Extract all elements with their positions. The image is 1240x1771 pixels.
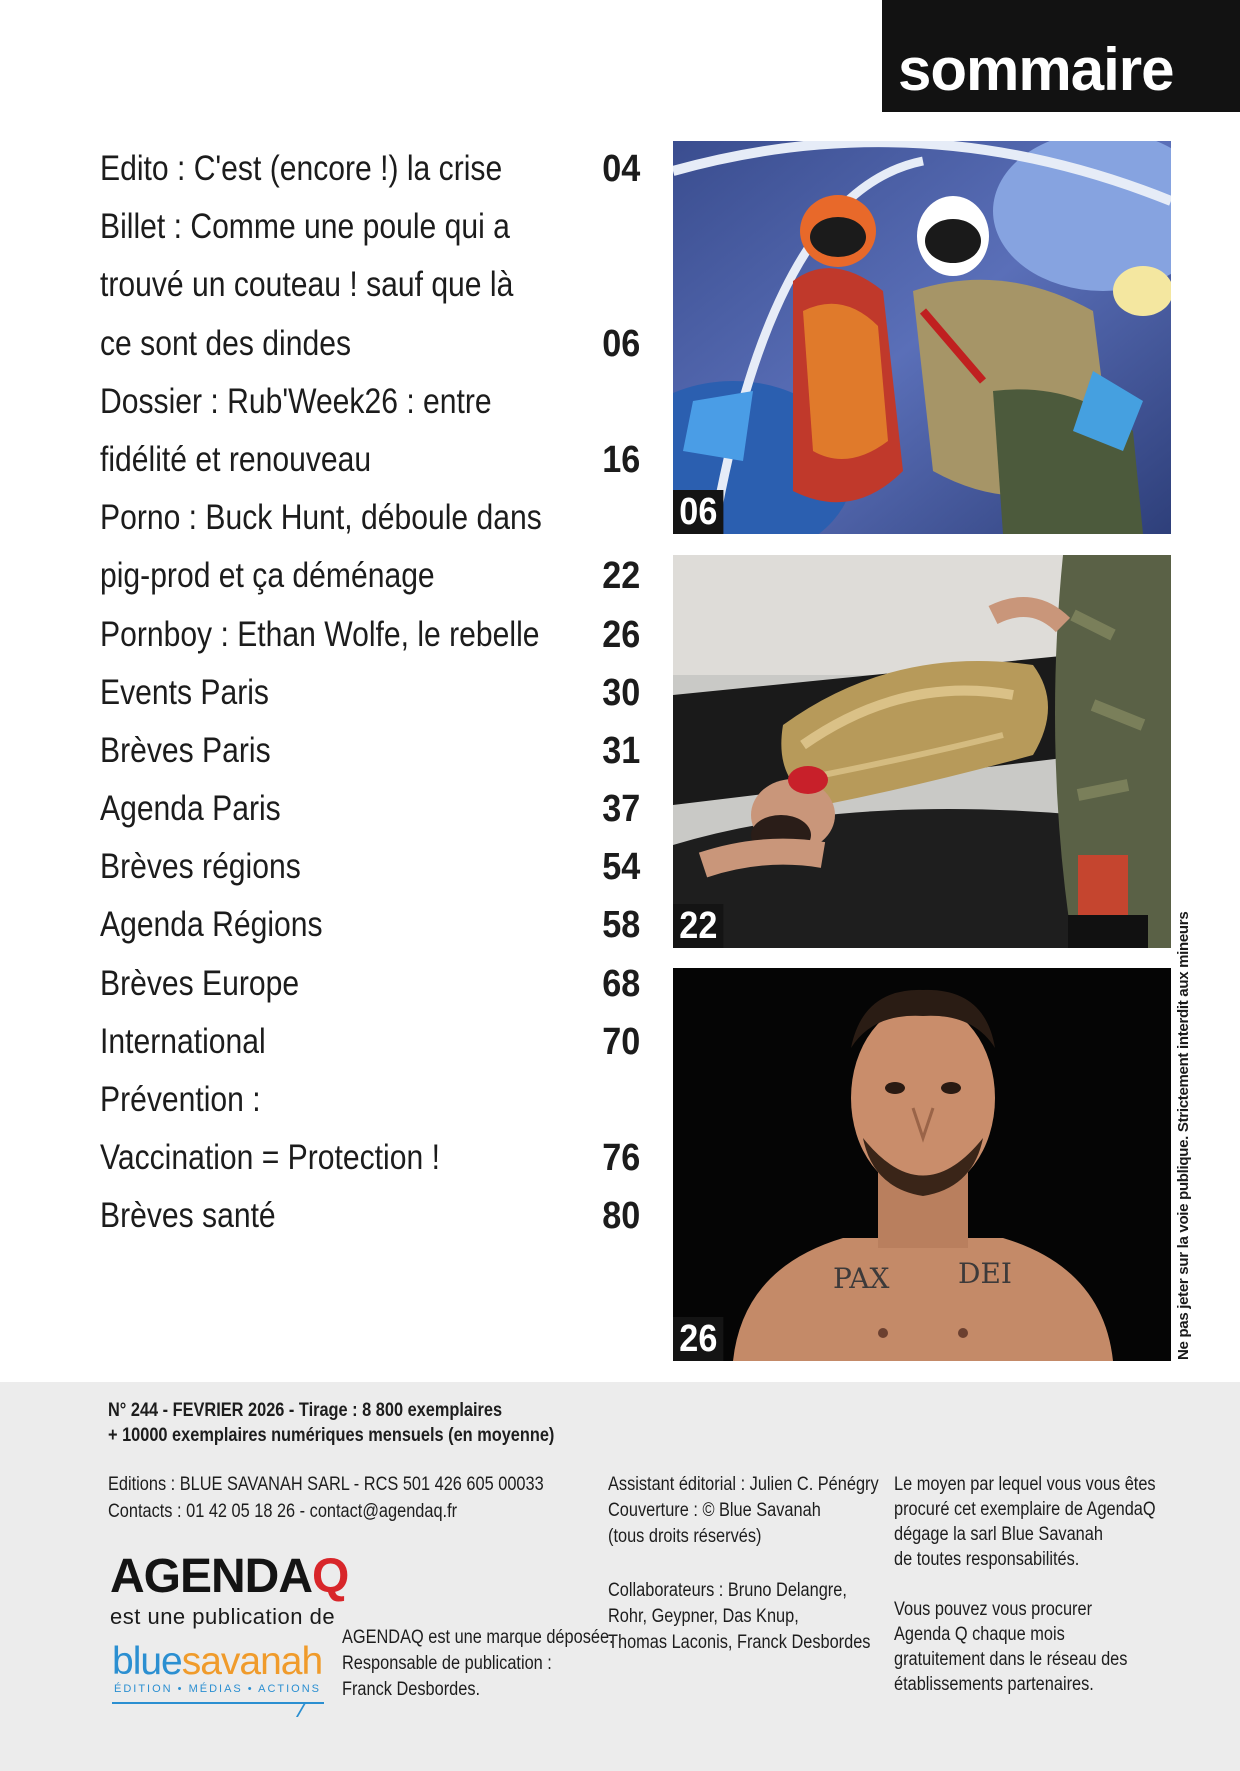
toc-title: Edito : C'est (encore !) la crise [100, 149, 503, 188]
agendaq-logo-text: AGENDA [110, 1550, 313, 1603]
disclaimer-line-1: Le moyen par lequel vous vous êtes [894, 1474, 1156, 1495]
disclaimer-line-3: dégage la sarl Blue Savanah [894, 1524, 1103, 1545]
toc-row[interactable] [100, 838, 650, 896]
toc-title: Brèves santé [100, 1196, 276, 1236]
toc-title: Dossier : Rub'Week26 : entre [100, 381, 492, 421]
toc-row[interactable] [100, 955, 650, 1013]
toc-row[interactable] [100, 1187, 650, 1245]
photo-illustration-portrait [673, 968, 1171, 1361]
toc-row[interactable] [100, 1013, 650, 1071]
agendaq-logo-q: Q [312, 1550, 349, 1603]
toc-page-number: 06 [601, 322, 640, 365]
section-header-tab [882, 0, 1240, 112]
contacts-line: Contacts : 01 42 05 18 26 - contact@agendaq.fr [108, 1501, 458, 1522]
toc-row[interactable] [100, 547, 650, 605]
toc-page-number: 04 [601, 148, 640, 190]
toc-row[interactable] [100, 198, 650, 256]
toc-row[interactable] [100, 664, 650, 722]
toc-title: Agenda Paris [100, 789, 281, 829]
toc-page-number: 80 [601, 1195, 640, 1238]
collaborators-line-1: Collaborateurs : Bruno Delangre, [608, 1580, 847, 1601]
toc-row[interactable] [100, 896, 650, 954]
toc-page-number: 76 [601, 1137, 640, 1180]
toc-title: Brèves Paris [100, 730, 271, 770]
toc-page-number: 26 [601, 613, 640, 656]
photo-page-26[interactable] [673, 968, 1171, 1361]
toc-row[interactable] [100, 373, 650, 431]
toc-title: pig-prod et ça déménage [100, 556, 435, 596]
agendaq-logo [110, 1552, 348, 1602]
assistant-line: Assistant éditorial : Julien C. Pénégry [608, 1474, 879, 1495]
toc-row[interactable] [100, 1071, 650, 1129]
collaborators-line-3: Thomas Laconis, Franck Desbordes [608, 1632, 871, 1653]
trademark-line-2: Responsable de publication : [342, 1653, 552, 1674]
toc-row[interactable] [100, 780, 650, 838]
toc-page-number: 58 [601, 904, 640, 947]
disclaimer-line-4: de toutes responsabilités. [894, 1549, 1080, 1570]
toc-title: Events Paris [100, 672, 269, 712]
toc-title: Pornboy : Ethan Wolfe, le rebelle [100, 614, 540, 654]
toc-row[interactable] [100, 431, 650, 489]
toc-page-number: 54 [601, 846, 640, 889]
toc-row[interactable] [100, 1129, 650, 1187]
photo-illustration-latex [673, 555, 1171, 948]
tattoo-left: PAX [833, 1262, 890, 1295]
toc-page-number: 70 [601, 1020, 640, 1063]
toc-title: Vaccination = Protection ! [100, 1138, 440, 1178]
editions-line: Editions : BLUE SAVANAH SARL - RCS 501 426 605 00033 [108, 1474, 544, 1495]
photo-page-06[interactable] [673, 141, 1171, 534]
legal-side-note: Ne pas jeter sur la voie publique. Strictement interdit aux mineurs [1175, 911, 1192, 1360]
table-of-contents [100, 140, 650, 1246]
toc-title: Brèves régions [100, 847, 301, 887]
issue-line-2: + 10000 exemplaires numériques mensuels (en moyenne) [108, 1425, 555, 1446]
toc-title: Billet : Comme une poule qui a [100, 207, 510, 247]
toc-page-number: 22 [601, 555, 640, 598]
toc-page-number: 16 [601, 438, 640, 481]
tattoo-right: DEI [958, 1257, 1012, 1290]
toc-row[interactable] [100, 315, 650, 373]
disclaimer-line-2: procuré cet exemplaire de AgendaQ [894, 1499, 1156, 1520]
trademark-line-1: AGENDAQ est une marque déposée. [342, 1627, 614, 1648]
toc-row[interactable] [100, 256, 650, 314]
bluesavanah-logo-savanah: savanah [181, 1640, 323, 1683]
issue-line-1: N° 244 - FEVRIER 2026 - Tirage : 8 800 exemplaires [108, 1400, 503, 1421]
toc-row[interactable] [100, 489, 650, 547]
availability-line-3: gratuitement dans le réseau des [894, 1649, 1128, 1670]
toc-row[interactable] [100, 140, 650, 198]
availability-line-1: Vous pouvez vous procurer [894, 1599, 1093, 1620]
photo-page-badge: 06 [673, 490, 724, 534]
trademark-line-3: Franck Desbordes. [342, 1679, 481, 1700]
section-title: sommaire [898, 36, 1174, 103]
photo-illustration-pup-play [673, 141, 1171, 534]
toc-page-number: 68 [601, 962, 640, 1005]
publication-of-label: est une publication de [110, 1604, 336, 1629]
toc-title: fidélité et renouveau [100, 439, 372, 479]
toc-title: Brèves Europe [100, 963, 300, 1003]
toc-row[interactable] [100, 722, 650, 780]
photo-page-22[interactable] [673, 555, 1171, 948]
toc-page-number: 37 [601, 788, 640, 831]
toc-title: trouvé un couteau ! sauf que là [100, 265, 514, 305]
bluesavanah-tagline: ÉDITION • MÉDIAS • ACTIONS [114, 1683, 321, 1695]
toc-title: Prévention : [100, 1080, 261, 1119]
photo-page-badge: 26 [673, 1317, 724, 1361]
collaborators-line-2: Rohr, Geypner, Das Knup, [608, 1606, 799, 1627]
toc-page-number: 31 [601, 729, 640, 772]
cover-line-1: Couverture : © Blue Savanah [608, 1500, 821, 1521]
toc-title: ce sont des dindes [100, 323, 352, 363]
toc-title: Porno : Buck Hunt, déboule dans [100, 498, 542, 538]
toc-title: Agenda Régions [100, 905, 323, 945]
availability-line-2: Agenda Q chaque mois [894, 1624, 1065, 1645]
toc-row[interactable] [100, 606, 650, 664]
bluesavanah-logo-blue: blue [112, 1640, 182, 1683]
toc-title: International [100, 1021, 266, 1061]
bluesavanah-underline [112, 1702, 324, 1704]
availability-line-4: établissements partenaires. [894, 1674, 1094, 1695]
toc-page-number: 30 [601, 671, 640, 714]
bluesavanah-logo [112, 1640, 322, 1684]
photo-page-badge: 22 [673, 904, 724, 948]
cover-line-2: (tous droits réservés) [608, 1526, 762, 1547]
